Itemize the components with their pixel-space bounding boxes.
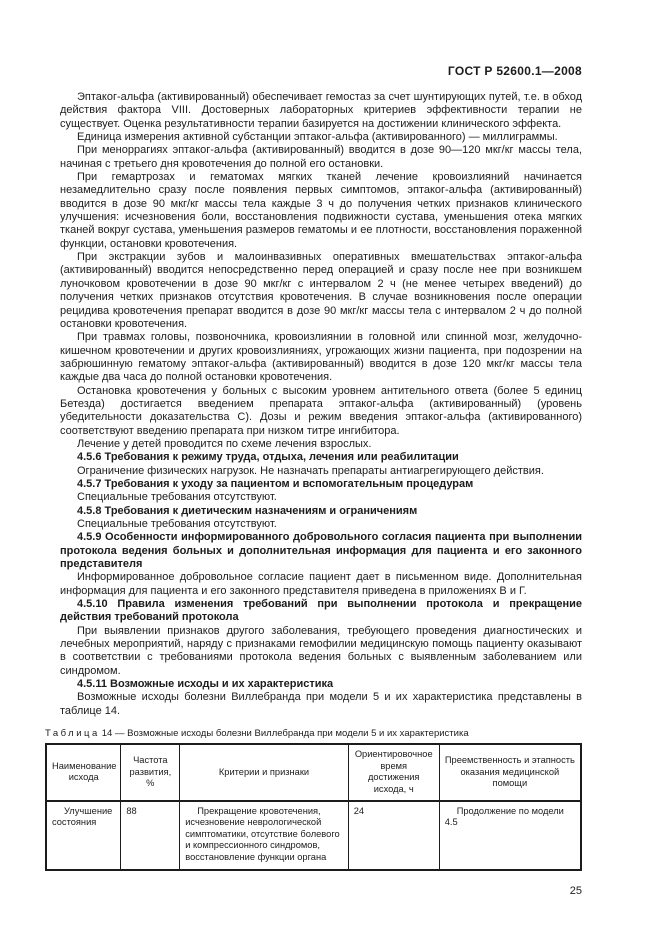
outcomes-table [45,743,582,870]
doc-code-header: ГОСТ Р 52600.1—2008 [447,64,582,78]
paragraph: При выявлении признаков другого заболевания, требующего проведения диагностических и лечебных мероприятий, наряду с признаками гемофилии медицинскую помощь пациенту оказывают в соответствии с требованиями протокола ведения больных с выявленным заболеванием или синдромом. [60,624,582,677]
paragraph: При экстракции зубов и малоинвазивных оперативных вмешательствах эптаког-альфа (активированный) вводится непосредственно перед операцией и сразу после нее при возникшем луночковом кровотечении в дозе 90 мкг/кг с интервалом 2 ч (не менее четырех введений) до получения четких признаков отсутствия кровотечения. В случае возникновения после операции рецидива кровотечения препарат вводится в дозе 90 мкг/кг массы тела с интервалом 2 ч до полной остановки кровотечения. [60,251,582,330]
section-heading-4-5-8: 4.5.8 Требования к диетическим назначениям и ограничениям [77,504,418,517]
paragraph: Ограничение физических нагрузок. Не назначать препараты антиагрегирующего действия. [77,464,544,477]
paragraph: Возможные исходы болезни Виллебранда при модели 5 и их характеристика представлены в таблице 14. [60,691,582,717]
paragraph: Специальные требования отсутствуют. [77,491,277,504]
column-header-continuity: Преемственность и этапность оказания медицинской помощи [439,744,581,800]
cell-frequency: 88 [121,801,180,870]
paragraph: При травмах головы, позвоночника, кровоизлиянии в головной или спинной мозг, желудочно-кишечном кровотечении и других кровоизлияниях, угрожающих жизни пациента, при подозрении на забрюшинную гематому эптаког-альфа (активированный) вводится в дозе 120 мкг/кг массы тела каждые два часа до полной остановки кровотечения. [60,331,582,384]
section-heading-4-5-10: 4.5.10 Правила изменения требований при выполнении протокола и прекращение действия требований протокола [60,598,582,624]
section-heading-4-5-11: 4.5.11 Возможные исходы и их характеристика [77,678,334,691]
cell-outcome-name: Улучшение состояния [46,801,121,870]
content-wrapper [45,64,582,897]
table-row [46,801,581,870]
paragraph: Информированное добровольное согласие пациент дает в письменном виде. Дополнительная информация для пациента и его законного представителя приведена в приложениях В и Г. [60,571,582,597]
table-caption-word: Таблица [45,728,100,740]
paragraph: Остановка кровотечения у больных с высоким уровнем антительного ответа (более 5 единиц Бетезда) достигается введением препарата эптаког-альфа (активированный) (уровень убедительности доказательства С). Дозы и режим введения эптаког-альфа (активированного) соответствуют введению препарата при низком титре ингибитора. [60,384,582,437]
section-heading-4-5-6: 4.5.6 Требования к режиму труда, отдыха, лечения или реабилитации [77,451,459,464]
page-number: 25 [569,884,582,897]
paragraph: При гемартрозах и гематомах мягких тканей лечение кровоизлияний начинается незамедлительно сразу после появления первых симптомов, эптаког-альфа (активированный) вводится в дозе 90 мкг/кг массы тела каждые 3 ч до получения четких признаков клинического улучшения: исчезновения боли, восстановления подвижности сустава, уменьшения отека мягких тканей вокруг сустава, уменьшения размеров гематомы и ее плотности, восстановления пораженной функции, остановки кровотечения. [60,171,582,250]
paragraph: Лечение у детей проводится по схеме лечения взрослых. [77,437,372,450]
table-caption [45,728,582,739]
column-header-outcome-name: Наименование исхода [46,744,121,800]
section-heading-4-5-7: 4.5.7 Требования к уходу за пациентом и вспомогательным процедурам [77,477,474,490]
section-heading-4-5-9: 4.5.9 Особенности информированного добровольного согласия пациента при выполнении протокола ведения больных и дополнительная информация для пациента и его законного представителя [60,531,582,571]
paragraph: При меноррагиях эптаког-альфа (активированный) вводится в дозе 90—120 мкг/кг массы тела, начиная с третьего дня кровотечения до полной его остановки. [60,144,582,170]
column-header-criteria: Критерии и признаки [180,744,349,800]
document-body [45,91,582,718]
cell-criteria: Прекращение кровотечения, исчезновение неврологической симптоматики, отсутствие болевого и компрессионного синдромов, восстановление функции органа [180,801,349,870]
column-header-time: Ориентировочное время достижения исхода, ч [348,744,439,800]
table-caption-text: — Возможные исходы болезни Виллебранда при модели 5 и их характеристика [114,728,469,740]
cell-time: 24 [348,801,439,870]
paragraph: Специальные требования отсутствуют. [77,518,277,530]
column-header-frequency: Частота развития, % [121,744,180,800]
table-header-row [46,744,581,800]
cell-continuity: Продолжение по модели 4.5 [439,801,581,870]
paragraph: Эптаког-альфа (активированный) обеспечивает гемостаз за счет шунтирующих путей, т.е. в обход действия фактора VIII. Достоверных лабораторных критериев эффективности терапии не существует. Оценка результативности терапии базируется на достижении клинического эффекта. [60,91,582,130]
paragraph: Единица измерения активной субстанции эптаког-альфа (активированного) — миллиграммы. [77,131,558,144]
table-caption-number: 14 [101,728,113,740]
